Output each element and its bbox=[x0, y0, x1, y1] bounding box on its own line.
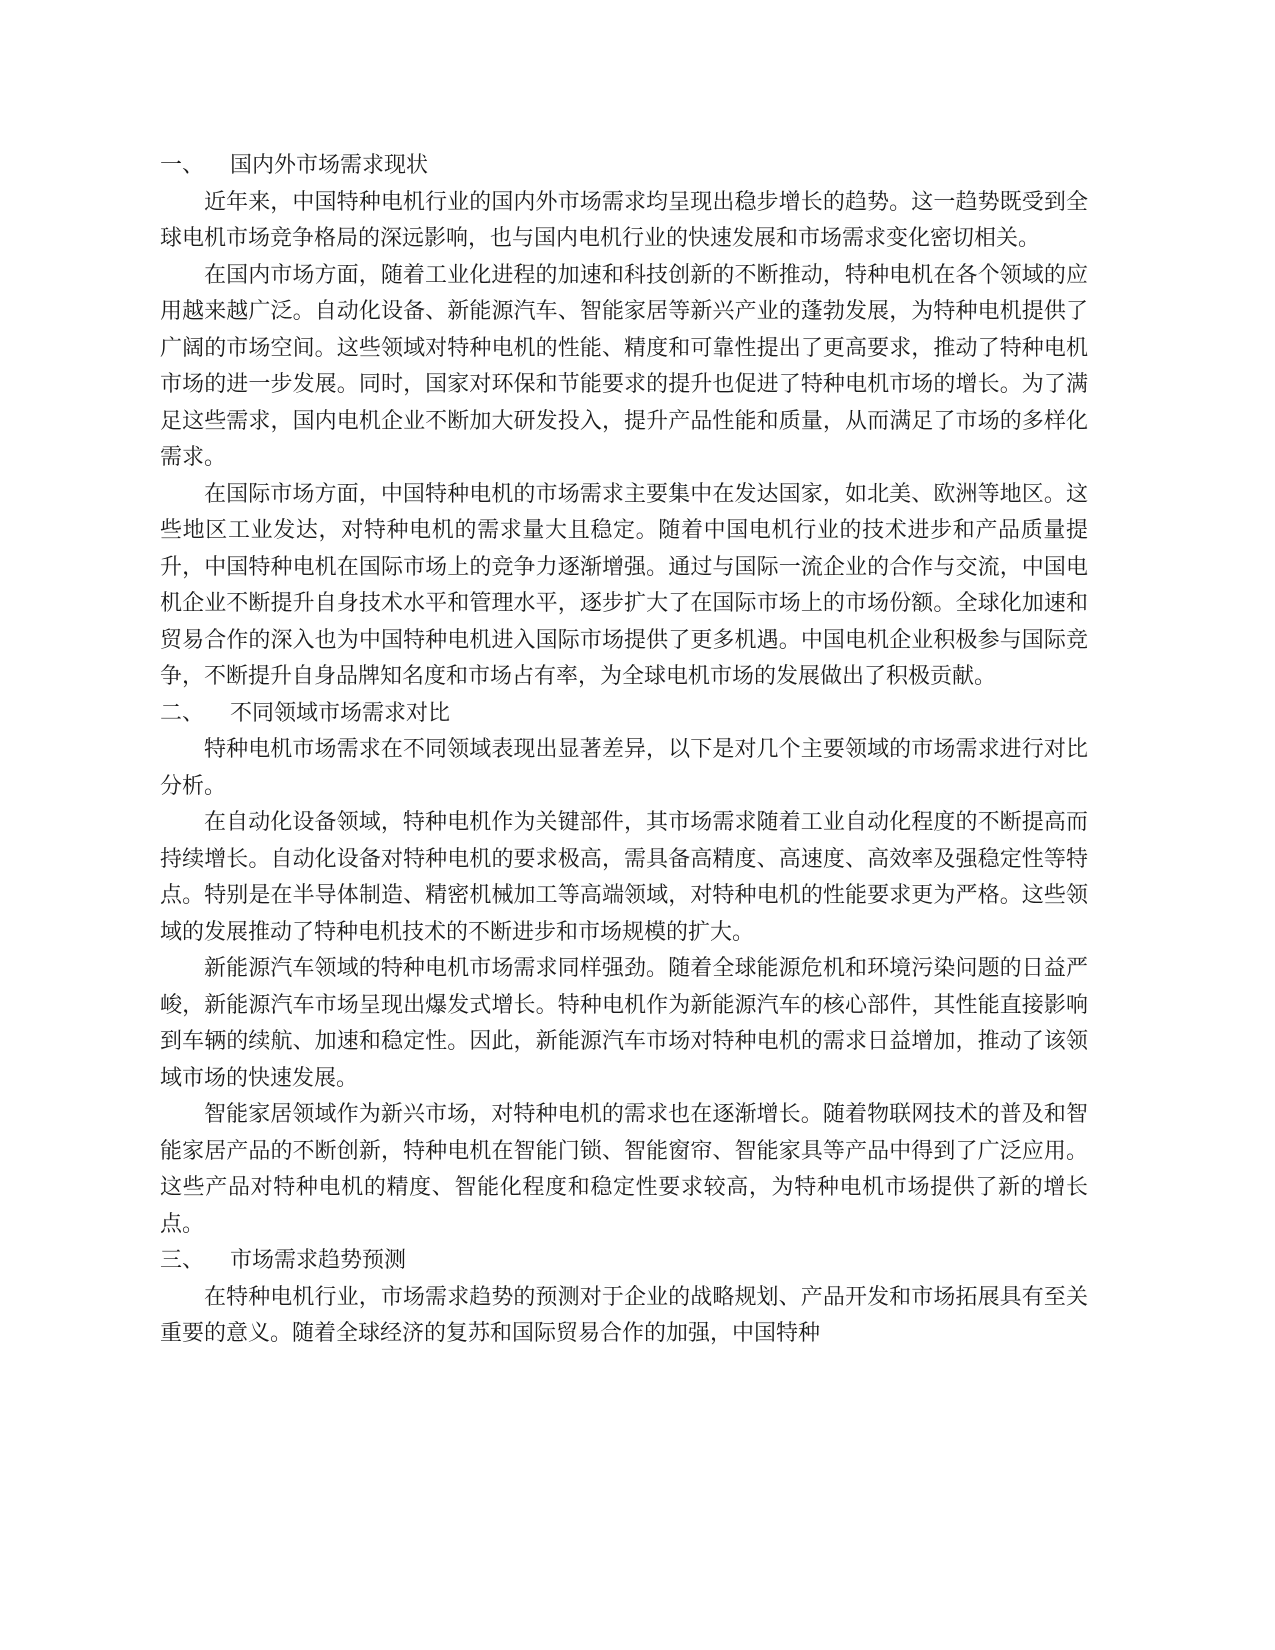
paragraph: 在自动化设备领域，特种电机作为关键部件，其市场需求随着工业自动化程度的不断提高而持续增长。自动化设备对特种电机的要求极高，需具备高精度、高速度、高效率及强稳定性等特点。特别是在半导体制造、精密机械加工等高端领域，对特种电机的性能要求更为严格。这些领域的发展推动了特种电机技术的不断进步和市场规模的扩大。 bbox=[160, 810, 1088, 945]
paragraph: 在国内市场方面，随着工业化进程的加速和科技创新的不断推动，特种电机在各个领域的应用越来越广泛。自动化设备、新能源汽车、智能家居等新兴产业的蓬勃发展，为特种电机提供了广阔的市场空间。这些领域对特种电机的性能、精度和可靠性提出了更高要求，推动了特种电机市场的进一步发展。同时，国家对环保和节能要求的提升也促进了特种电机市场的增长。为了满足这些需求，国内电机企业不断加大研发投入，提升产品性能和质量，从而满足了市场的多样化需求。 bbox=[160, 262, 1088, 470]
section-number: 三、 bbox=[160, 1248, 205, 1273]
document-page bbox=[160, 148, 1088, 1353]
paragraph: 智能家居领域作为新兴市场，对特种电机的需求也在逐渐增长。随着物联网技术的普及和智能家居产品的不断创新，特种电机在智能门锁、智能窗帘、智能家具等产品中得到了广泛应用。这些产品对特种电机的精度、智能化程度和稳定性要求较高，为特种电机市场提供了新的增长点。 bbox=[160, 1102, 1088, 1237]
section-heading bbox=[160, 148, 1088, 185]
section-number: 二、 bbox=[160, 700, 205, 726]
section-title: 国内外市场需求现状 bbox=[230, 153, 429, 178]
section-title: 不同领域市场需求对比 bbox=[230, 700, 451, 726]
paragraph: 近年来，中国特种电机行业的国内外市场需求均呈现出稳步增长的趋势。这一趋势既受到全球电机市场竞争格局的深远影响，也与国内电机行业的快速发展和市场需求变化密切相关。 bbox=[160, 189, 1088, 251]
paragraph: 在特种电机行业，市场需求趋势的预测对于企业的战略规划、产品开发和市场拓展具有至关重要的意义。随着全球经济的复苏和国际贸易合作的加强，中国特种 bbox=[160, 1284, 1088, 1346]
section-heading bbox=[160, 696, 1088, 733]
paragraph: 新能源汽车领域的特种电机市场需求同样强劲。随着全球能源危机和环境污染问题的日益严峻，新能源汽车市场呈现出爆发式增长。特种电机作为新能源汽车的核心部件，其性能直接影响到车辆的续航、加速和稳定性。因此，新能源汽车市场对特种电机的需求日益增加，推动了该领域市场的快速发展。 bbox=[160, 956, 1088, 1091]
section-title: 市场需求趋势预测 bbox=[230, 1248, 407, 1273]
paragraph: 特种电机市场需求在不同领域表现出显著差异，以下是对几个主要领域的市场需求进行对比分析。 bbox=[160, 737, 1088, 799]
section-heading bbox=[160, 1243, 1088, 1280]
section-number: 一、 bbox=[160, 153, 205, 178]
paragraph: 在国际市场方面，中国特种电机的市场需求主要集中在发达国家，如北美、欧洲等地区。这些地区工业发达，对特种电机的需求量大且稳定。随着中国电机行业的技术进步和产品质量提升，中国特种电机在国际市场上的竞争力逐渐增强。通过与国际一流企业的合作与交流，中国电机企业不断提升自身技术水平和管理水平，逐步扩大了在国际市场上的市场份额。全球化加速和贸易合作的深入也为中国特种电机进入国际市场提供了更多机遇。中国电机企业积极参与国际竞争，不断提升自身品牌知名度和市场占有率，为全球电机市场的发展做出了积极贡献。 bbox=[160, 481, 1088, 689]
